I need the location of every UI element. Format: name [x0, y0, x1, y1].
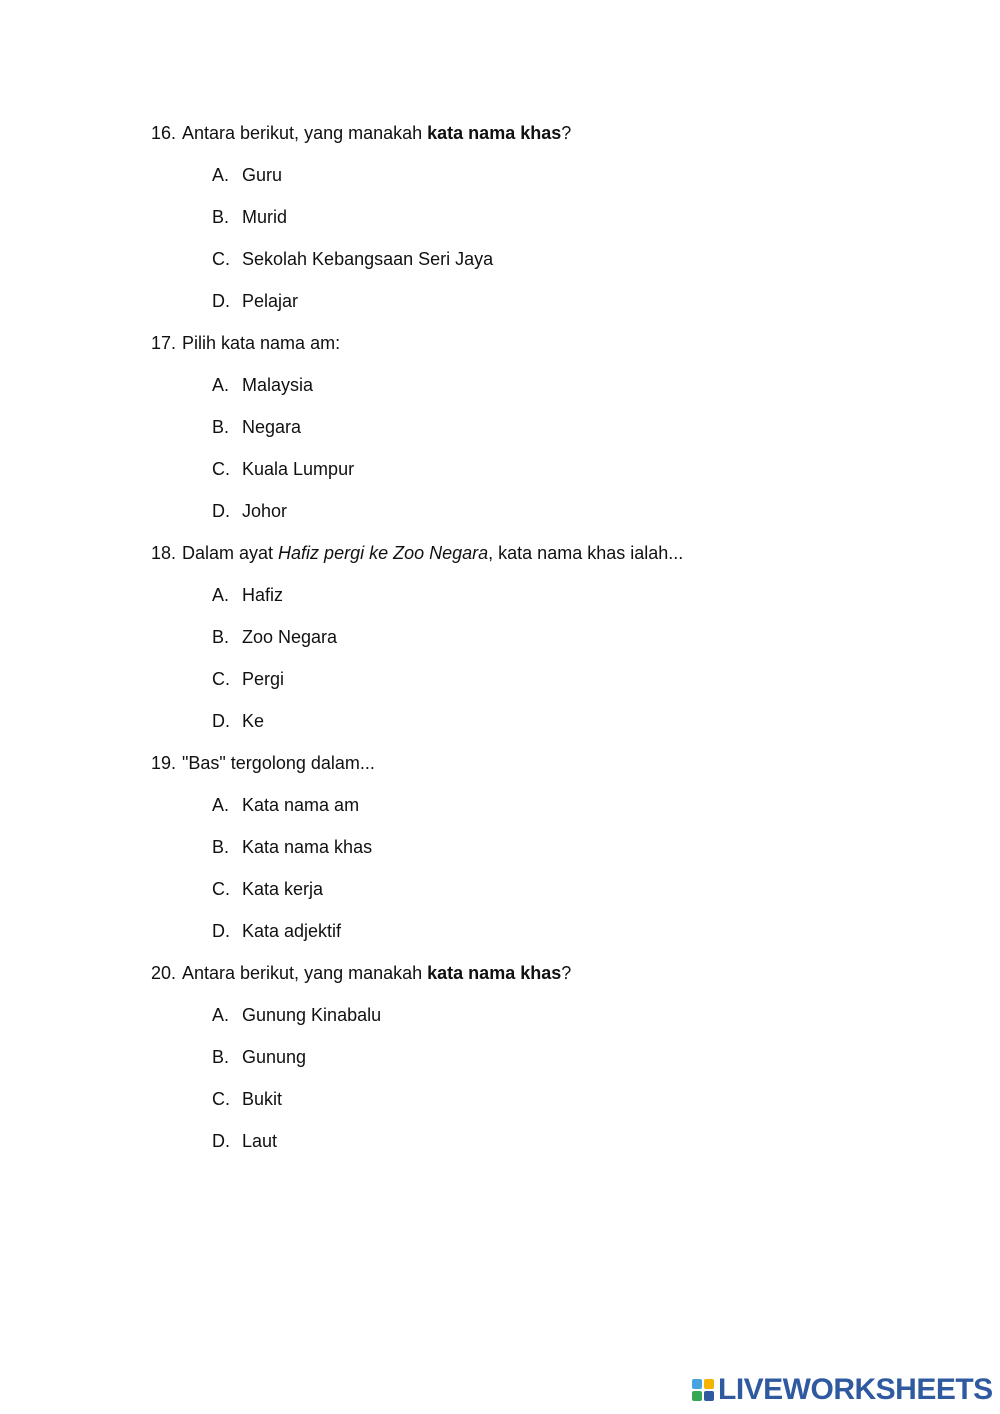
option-letter: D.	[212, 711, 230, 731]
option-letter: D.	[212, 921, 230, 941]
option-text: Pergi	[242, 669, 285, 689]
option-text: Negara	[242, 417, 302, 437]
logo-tile-2	[704, 1379, 714, 1389]
question-number: 20.	[151, 963, 177, 983]
option-text: Malaysia	[242, 375, 314, 395]
option-16-a[interactable]	[212, 164, 282, 186]
option-16-b[interactable]	[212, 206, 287, 228]
option-17-c[interactable]	[212, 458, 354, 480]
question-text-bold: kata nama khas	[427, 123, 562, 143]
option-text: Kuala Lumpur	[242, 459, 355, 479]
question-text-italic: Hafiz pergi ke Zoo Negara	[278, 543, 489, 563]
option-text: Murid	[242, 207, 288, 227]
option-letter: B.	[212, 1047, 230, 1067]
question-number: 18.	[151, 543, 177, 563]
question-20	[151, 962, 571, 984]
option-text: Laut	[242, 1131, 278, 1151]
option-letter: B.	[212, 627, 230, 647]
option-20-d[interactable]	[212, 1130, 277, 1152]
option-letter: C.	[212, 1089, 230, 1109]
option-18-c[interactable]	[212, 668, 284, 690]
question-text-end: ?	[561, 963, 572, 983]
option-text: Kata adjektif	[242, 921, 342, 941]
question-number: 16.	[151, 123, 177, 143]
option-letter: C.	[212, 879, 230, 899]
option-text: Guru	[242, 165, 283, 185]
option-18-b[interactable]	[212, 626, 337, 648]
option-text: Hafiz	[242, 585, 284, 605]
liveworksheets-logo[interactable]	[692, 1372, 993, 1408]
option-text: Bukit	[242, 1089, 283, 1109]
option-letter: C.	[212, 669, 230, 689]
question-17	[151, 332, 340, 354]
option-letter: D.	[212, 1131, 230, 1151]
option-20-a[interactable]	[212, 1004, 381, 1026]
option-text: Kata nama am	[242, 795, 360, 815]
option-letter: B.	[212, 837, 230, 857]
question-text-end: ?	[561, 123, 572, 143]
logo-tile-3	[692, 1391, 702, 1401]
question-text: Pilih kata nama am:	[182, 333, 341, 353]
option-17-d[interactable]	[212, 500, 287, 522]
question-text: "Bas" tergolong dalam...	[182, 753, 375, 773]
option-text: Ke	[242, 711, 265, 731]
question-19	[151, 752, 375, 774]
option-17-b[interactable]	[212, 416, 301, 438]
option-text: Kata kerja	[242, 879, 324, 899]
option-letter: B.	[212, 207, 230, 227]
question-text: Dalam ayat	[182, 543, 279, 563]
option-text: Zoo Negara	[242, 627, 338, 647]
option-16-d[interactable]	[212, 290, 298, 312]
option-20-c[interactable]	[212, 1088, 282, 1110]
option-18-a[interactable]	[212, 584, 283, 606]
logo-text: LIVEWORKSHEETS	[718, 1373, 993, 1406]
option-letter: B.	[212, 417, 230, 437]
option-letter: A.	[212, 375, 230, 395]
option-text: Gunung Kinabalu	[242, 1005, 382, 1025]
question-text: Antara berikut, yang manakah	[182, 963, 428, 983]
question-text-bold: kata nama khas	[427, 963, 562, 983]
option-letter: A.	[212, 1005, 230, 1025]
option-20-b[interactable]	[212, 1046, 306, 1068]
option-18-d[interactable]	[212, 710, 264, 732]
option-19-a[interactable]	[212, 794, 359, 816]
logo-grid-icon	[692, 1379, 714, 1401]
question-18	[151, 542, 683, 564]
option-19-d[interactable]	[212, 920, 341, 942]
option-letter: C.	[212, 249, 230, 269]
option-letter: D.	[212, 501, 230, 521]
question-text-end: , kata nama khas ialah...	[488, 543, 684, 563]
option-text: Pelajar	[242, 291, 299, 311]
option-letter: D.	[212, 291, 230, 311]
option-19-c[interactable]	[212, 878, 323, 900]
question-number: 17.	[151, 333, 177, 353]
option-19-b[interactable]	[212, 836, 372, 858]
logo-tile-1	[692, 1379, 702, 1389]
question-number: 19.	[151, 753, 177, 773]
option-letter: C.	[212, 459, 230, 479]
option-text: Sekolah Kebangsaan Seri Jaya	[242, 249, 494, 269]
question-text: Antara berikut, yang manakah	[182, 123, 428, 143]
option-text: Gunung	[242, 1047, 307, 1067]
option-text: Kata nama khas	[242, 837, 373, 857]
question-16	[151, 122, 571, 144]
option-letter: A.	[212, 165, 230, 185]
option-letter: A.	[212, 585, 230, 605]
option-16-c[interactable]	[212, 248, 493, 270]
logo-tile-4	[704, 1391, 714, 1401]
option-17-a[interactable]	[212, 374, 313, 396]
option-letter: A.	[212, 795, 230, 815]
option-text: Johor	[242, 501, 288, 521]
